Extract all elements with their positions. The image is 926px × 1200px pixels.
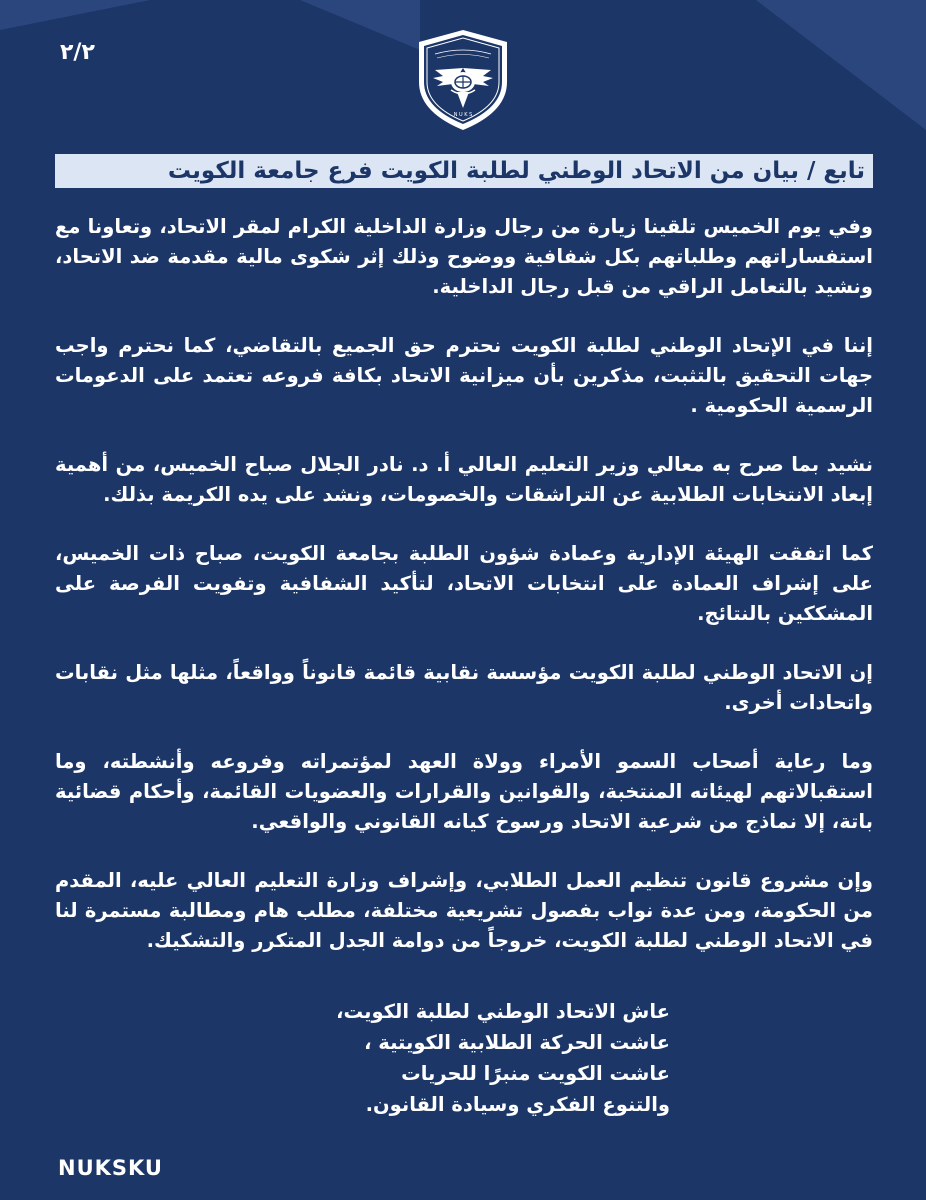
- statement-title: تابع / بيان من الاتحاد الوطني لطلبة الكويت فرع جامعة الكويت: [167, 158, 865, 184]
- shield-eagle-crest-icon: [413, 28, 513, 132]
- paragraph-2: إننا في الإتحاد الوطني لطلبة الكويت نحترم حق الجميع بالتقاضي، كما نحترم واجب جهات التحقيق بالتثبت، مذكرين بأن ميزانية الاتحاد بكافة فروعه تعتمد على الدعومات الرسمية الحكومية .: [55, 334, 873, 417]
- paragraph-3: نشيد بما صرح به معالي وزير التعليم العالي أ. د. نادر الجلال صباح الخميس، من أهمية إبعاد الانتخابات الطلابية عن التراشقات والخصومات، ونشد على يده الكريمة بذلك.: [55, 453, 873, 506]
- paragraph-1: وفي يوم الخميس تلقينا زيارة من رجال وزارة الداخلية الكرام لمقر الاتحاد، وتعاونا مع استفساراتهم وطلباتهم بكل شفافية ووضوح وذلك إثر شكوى مالية مقدمة ضد الاتحاد، ونشيد بالتعامل الراقي من قبل رجال الداخلية.: [55, 215, 873, 298]
- top-decoration-middle: [300, 0, 420, 50]
- page-number: ٢/٢: [60, 40, 95, 65]
- paragraph-6: وما رعاية أصحاب السمو الأمراء وولاة العهد لمؤتمراته وفروعه وأنشطته، وما استقبالاتهم لهيئاته المنتخبة، والقوانين والقرارات والعضويات القائمة، وأحكام قضائية باتة، إلا نماذج من شرعية الاتحاد ورسوخ كيانه القانوني والواقعي.: [55, 750, 873, 833]
- closing-slogans: [240, 996, 670, 1120]
- closing-line-1: عاش الاتحاد الوطني لطلبة الكويت،: [336, 1000, 670, 1023]
- statement-body: [55, 212, 873, 985]
- paragraph-4: كما اتفقت الهيئة الإدارية وعمادة شؤون الطلبة بجامعة الكويت، صباح ذات الخميس، على إشراف العمادة على انتخابات الاتحاد، لتأكيد الشفافية وتفويت الفرصة على المشككين بالنتائج.: [55, 542, 873, 625]
- paragraph-5: إن الاتحاد الوطني لطلبة الكويت مؤسسة نقابية قائمة قانوناً وواقعاً، مثلها مثل نقابات واتحادات أخرى.: [55, 661, 873, 714]
- closing-line-3: عاشت الكويت منبرًا للحريات: [401, 1062, 670, 1085]
- svg-text:N U K S: N U K S: [453, 112, 473, 118]
- footer-brand: NUKSKU: [58, 1156, 163, 1180]
- closing-line-2: عاشت الحركة الطلابية الكويتية ،: [364, 1031, 670, 1054]
- paragraph-7: وإن مشروع قانون تنظيم العمل الطلابي، وإشراف وزارة التعليم العالي عليه، المقدم من الحكومة، ومن عدة نواب بفصول تشريعية مختلفة، مطلب هام ومطالبة مستمرة لنا في الاتحاد الوطني لطلبة الكويت، خروجاً من دوامة الجدل المتكرر والتشكيك.: [55, 869, 873, 952]
- corner-decoration-right: [756, 0, 926, 130]
- closing-line-4: والتنوع الفكري وسيادة القانون.: [365, 1093, 670, 1116]
- corner-decoration-left: [0, 0, 150, 30]
